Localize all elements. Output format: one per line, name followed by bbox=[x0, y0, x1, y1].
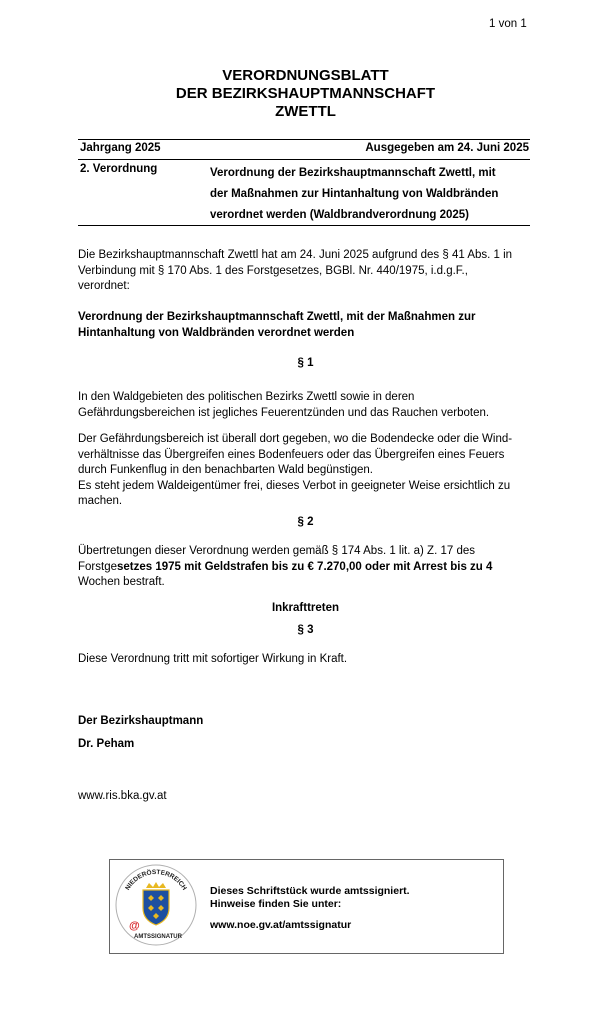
ordinance-title bbox=[78, 310, 533, 341]
divider-mid bbox=[78, 159, 530, 160]
seal-url[interactable]: www.noe.gv.at/amtssignatur bbox=[210, 919, 352, 931]
text-line: Wochen bestraft. bbox=[78, 576, 165, 588]
ordinance-number: 2. Verordnung bbox=[80, 163, 158, 175]
section-2-heading: § 2 bbox=[297, 516, 314, 528]
seal-line-1: Dieses Schriftstück wurde amtssigniert. bbox=[210, 885, 410, 897]
text-line: In den Waldgebieten des politischen Bezirks Zwettl sowie in deren bbox=[78, 391, 415, 403]
intro-paragraph bbox=[78, 248, 533, 295]
section-1-paragraph-2 bbox=[78, 432, 533, 510]
section-3-text: Diese Verordnung tritt mit sofortiger Wirkung in Kraft. bbox=[78, 653, 348, 665]
ordinance-heading-line: Verordnung der Bezirkshauptmannschaft Zwettl, mit bbox=[210, 167, 496, 179]
seal-line-2: Hinweise finden Sie unter: bbox=[210, 898, 342, 910]
section-2-paragraph bbox=[78, 544, 533, 591]
text-line bbox=[78, 560, 533, 576]
signature-title: Der Bezirkshauptmann bbox=[78, 715, 204, 727]
page-number: 1 von 1 bbox=[489, 18, 527, 30]
text-line: Der Gefährdungsbereich ist überall dort gegeben, wo die Bodendecke oder die Wind- bbox=[78, 433, 513, 445]
text-line: Gefährdungsbereichen ist jegliches Feuerentzünden und das Rauchen verboten. bbox=[78, 406, 490, 419]
seal-arc-textpath: NIEDERÖSTERREICH bbox=[124, 868, 188, 892]
ordinance-heading-line: der Maßnahmen zur Hintanhaltung von Waldbränden bbox=[210, 188, 499, 200]
divider-bottom bbox=[78, 225, 530, 226]
text-line: Es steht jedem Waldeigentümer frei, dieses Verbot in geeigneter Weise ersichtlich zu bbox=[78, 479, 511, 492]
text-segment: Forstge bbox=[78, 560, 117, 573]
text-line: durch Funkenflug in den benachbarten Wald begünstigen. bbox=[78, 464, 373, 476]
text-line: Die Bezirkshauptmannschaft Zwettl hat am 24. Juni 2025 aufgrund des § 41 Abs. 1 in bbox=[78, 249, 513, 261]
text-line: machen. bbox=[78, 495, 123, 507]
text-line: Verbindung mit § 170 Abs. 1 des Forstgesetzes, BGBl. Nr. 440/1975, i.d.g.F., bbox=[78, 264, 468, 277]
shield-icon bbox=[143, 890, 169, 925]
section-3-label: Inkrafttreten bbox=[271, 602, 340, 614]
at-icon: @ bbox=[129, 920, 140, 932]
jahrgang: Jahrgang 2025 bbox=[80, 142, 161, 154]
text-line: verhältnisse das Übergreifen eines Bodenfeuers oder das Übergreifen eines Feuers bbox=[78, 448, 505, 461]
header-line-2: DER BEZIRKSHAUPTMANNSCHAFT bbox=[175, 85, 436, 102]
text-line: Verordnung der Bezirkshauptmannschaft Zwettl, mit der Maßnahmen zur bbox=[78, 311, 476, 323]
text-line: Übertretungen dieser Verordnung werden gemäß § 174 Abs. 1 lit. a) Z. 17 des bbox=[78, 545, 475, 557]
signature-name: Dr. Peham bbox=[78, 738, 135, 750]
section-3-heading: § 3 bbox=[297, 624, 314, 636]
divider-top bbox=[78, 139, 530, 140]
section-1-heading: § 1 bbox=[297, 357, 314, 369]
ordinance-heading-line: verordnet werden (Waldbrandverordnung 2025) bbox=[210, 209, 470, 221]
text-segment-bold: setzes 1975 mit Geldstrafen bis zu € 7.270,00 oder mit Arrest bis zu 4 bbox=[117, 560, 493, 573]
text-line: verordnet: bbox=[78, 280, 130, 292]
header-line-1: VERORDNUNGSBLATT bbox=[222, 67, 389, 84]
section-1-paragraph-1 bbox=[78, 390, 533, 421]
issue-date: Ausgegeben am 24. Juni 2025 bbox=[365, 142, 529, 154]
seal-emblem bbox=[113, 862, 199, 948]
website-link[interactable]: www.ris.bka.gv.at bbox=[78, 790, 167, 802]
ordinance-heading bbox=[210, 163, 498, 226]
seal-bottom-text: AMTSSIGNATUR bbox=[134, 934, 182, 940]
header-line-3: ZWETTL bbox=[275, 103, 336, 120]
text-line: Hintanhaltung von Waldbränden verordnet werden bbox=[78, 326, 355, 339]
